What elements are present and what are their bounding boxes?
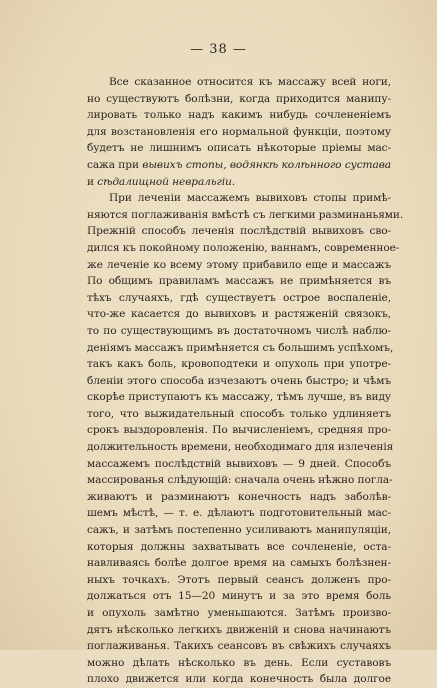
text-line: что-же касается до вывиховъ и растяженій связокъ,	[87, 308, 391, 321]
text-line: лировать только надъ какимъ нибудь сочлененіемъ	[87, 109, 391, 122]
text-line: и опухоль замѣтно уменьшаются. Затѣмъ произво-	[87, 607, 391, 619]
text-line: Все сказанное относится къ массажу всей ноги,	[109, 76, 391, 88]
text-line: будетъ не лишнимъ описать нѣкоторые пріемы мас-	[87, 142, 391, 155]
text-line: няются поглаживанія вмѣстѣ съ легкими разминаньями.	[87, 208, 404, 221]
italic-text: сѣдалищной невральгіи.	[97, 175, 236, 188]
text-line: тѣхъ случаяхъ, гдѣ существуетъ острое воспаленіе,	[87, 291, 391, 304]
text-line: которыя должны захватывать все сочлененіе, оста-	[87, 540, 391, 553]
text-line: деніямъ массажъ примѣняется съ большимъ успѣхомъ,	[87, 341, 394, 354]
text-line: срокъ выздоровленія. По вычисленіемъ, средняя про-	[87, 424, 391, 437]
body-text	[87, 74, 404, 688]
text-line	[87, 174, 391, 191]
text-line: но существуютъ болѣзни, когда приходится манипу-	[87, 92, 391, 105]
text-span: сажа при	[87, 158, 143, 171]
text-line: должительность времени, необходимаго для излеченія	[87, 441, 394, 454]
page-number: — 38 —	[190, 42, 247, 57]
text-line: массированья слѣдующій: сначала очень нѣжно погла-	[87, 474, 393, 487]
text-line: сажъ, и затѣмъ постепенно усиливаютъ манипуляціи,	[87, 524, 391, 537]
text-line: живаютъ и разминаютъ конечность надъ заболѣв-	[87, 490, 391, 503]
text-line: бленіи этого способа изчезаютъ очень быстро; и чѣмъ	[87, 374, 391, 387]
text-line: же леченіе ко всему этому прибавило еще и массажъ	[87, 258, 391, 271]
text-line: можно дѣлать нѣсколько въ день. Если суставовъ	[87, 656, 391, 669]
text-line: скорѣе приступаютъ къ массажу, тѣмъ лучше, въ виду	[87, 391, 391, 404]
text-line: то по существующимъ въ достаточномъ числѣ наблю-	[87, 324, 391, 337]
text-line: При леченіи массажемъ вывиховъ стопы примѣ-	[109, 192, 391, 205]
text-span: и	[87, 175, 98, 188]
paragraph-1	[87, 74, 391, 190]
paragraph-2	[87, 190, 404, 688]
text-line: плохо движется или когда конечность была долгое	[87, 673, 391, 686]
text-line: должаться отъ 15—20 минутъ и за это время боль	[87, 590, 391, 603]
text-line: ныхъ точкахъ. Этотъ первый сеансъ долженъ про-	[87, 573, 391, 586]
text-line: того, что выжидательный способъ только удлиняетъ	[87, 407, 391, 420]
text-line: дился къ покойному положенію, ваннамъ, современное-	[87, 241, 400, 254]
text-line: навливаясь болѣе долгое время на самыхъ болѣзнен-	[87, 557, 391, 570]
text-line: дятъ нѣсколько легкихъ движеній и снова начинаютъ	[87, 623, 391, 636]
text-line: поглаживанья. Такихъ сеансовъ въ свѣжихъ случаяхъ	[87, 640, 391, 653]
text-line	[87, 157, 391, 174]
text-line: массажемъ послѣдствій вывиховъ — 9 дней. Способъ	[87, 457, 391, 470]
text-line: шемъ мѣстѣ, — т. е. дѣлаютъ подготовительный мас-	[87, 507, 391, 520]
text-line: такъ какъ боль, кровоподтеки и опухоль при употре-	[87, 358, 391, 371]
italic-text: вывихъ стопы, водянкѣ колѣнного сустава	[142, 158, 391, 171]
text-line: для возстановленія его нормальной функціи, поэтому	[87, 125, 391, 138]
text-line: Прежній способъ леченія послѣдствій вывиховъ сво-	[87, 225, 391, 238]
text-line: По общимъ правиламъ массажъ не примѣняется въ	[87, 275, 391, 288]
